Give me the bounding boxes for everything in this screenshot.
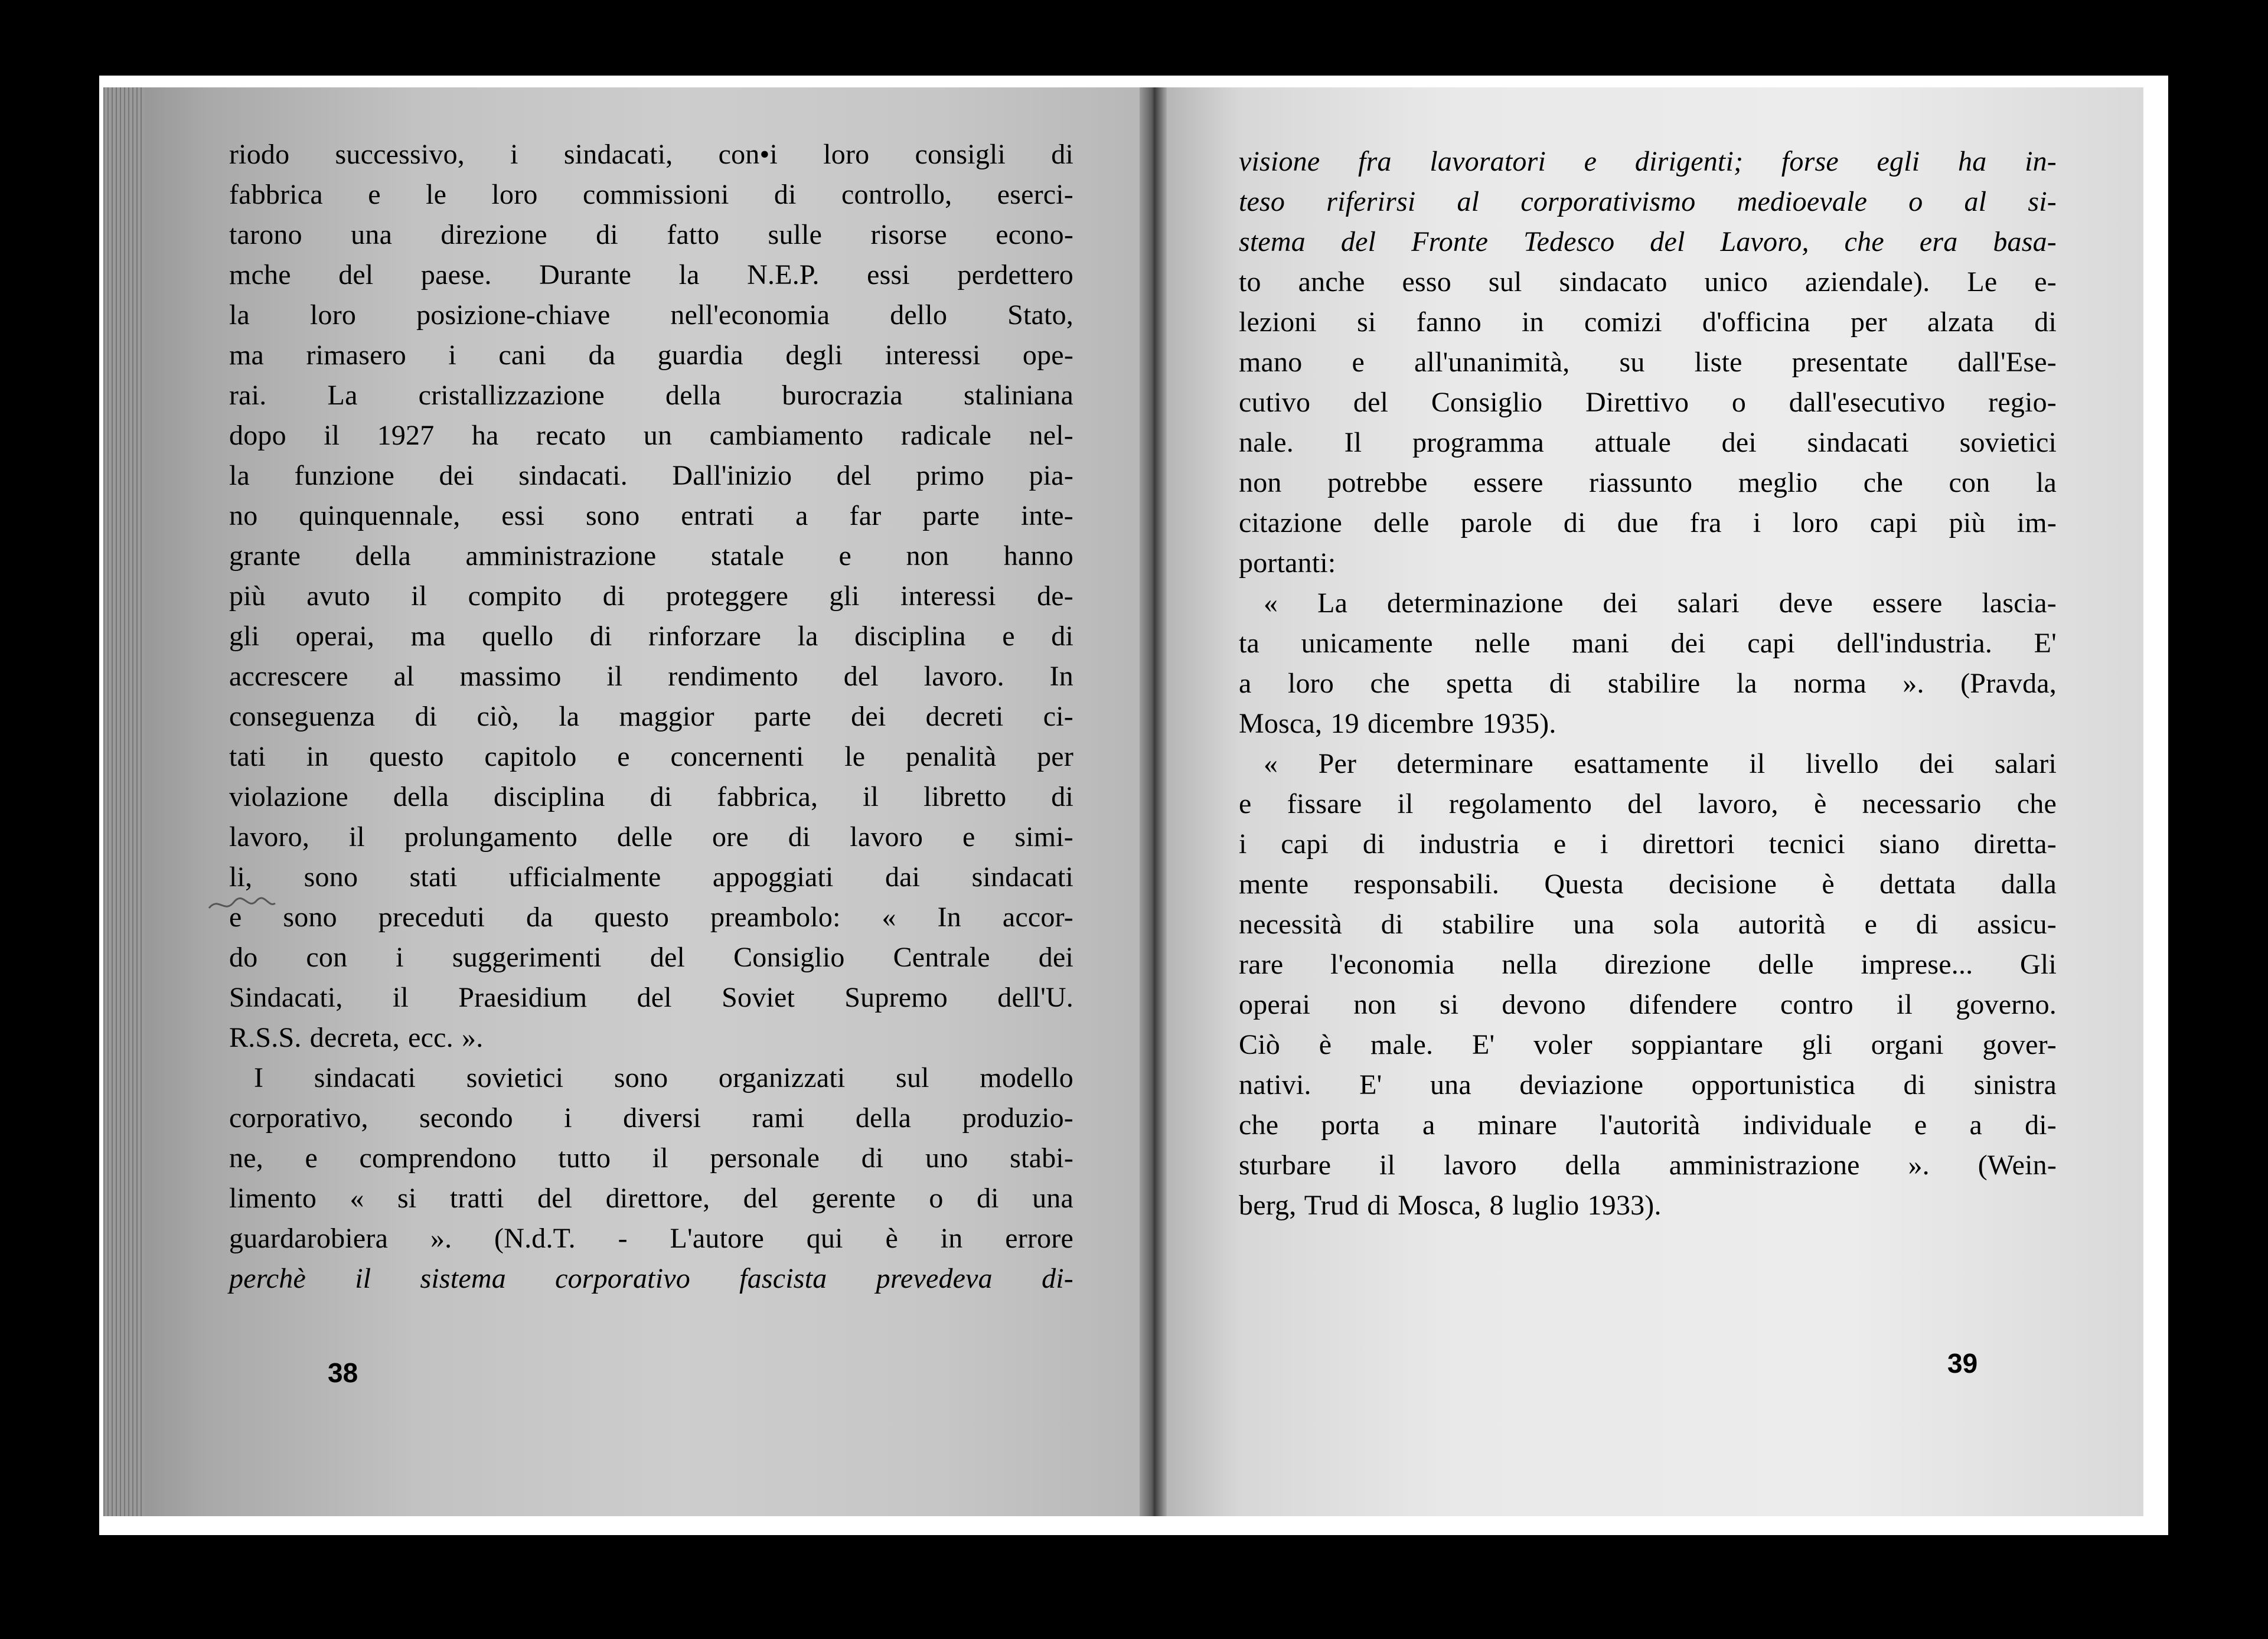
text-line: perchè il sistema corporativo fascista prevedeva di-: [229, 1263, 1073, 1294]
text-line: « La determinazione dei salari deve essere lascia-: [1264, 587, 2057, 619]
text-line: rare l'economia nella direzione delle imprese... Gli: [1239, 949, 2057, 980]
text-line: la funzione dei sindacati. Dall'inizio del primo pia-: [229, 460, 1073, 491]
text-line: e sono preceduti da questo preambolo: « In accor-: [229, 902, 1073, 933]
text-line: non potrebbe essere riassunto meglio che con la: [1239, 467, 2057, 498]
page-number: 39: [1947, 1348, 1978, 1379]
text-line: lavoro, il prolungamento delle ore di lavoro e simi-: [229, 821, 1073, 853]
text-line: no quinquennale, essi sono entrati a far parte inte-: [229, 500, 1073, 531]
text-line: tati in questo capitolo e concernenti le penalità per: [229, 741, 1073, 772]
text-line: to anche esso sul sindacato unico aziendale). Le e-: [1239, 266, 2057, 298]
text-line: R.S.S. decreta, ecc. ».: [229, 1022, 484, 1053]
text-line: visione fra lavoratori e dirigenti; forse egli ha in-: [1239, 146, 2057, 177]
text-line: ne, e comprendono tutto il personale di uno stabi-: [229, 1142, 1073, 1174]
text-line: i capi di industria e i direttori tecnici siano diretta-: [1239, 828, 2057, 860]
text-line: do con i suggerimenti del Consiglio Centrale dei: [229, 942, 1073, 973]
text-line: la loro posizione-chiave nell'economia dello Stato,: [229, 299, 1073, 331]
text-line: cutivo del Consiglio Direttivo o dall'esecutivo regio-: [1239, 387, 2057, 418]
text-line: guardarobiera ». (N.d.T. - L'autore qui è in errore: [229, 1223, 1073, 1254]
text-line: dopo il 1927 ha recato un cambiamento radicale nel-: [229, 420, 1073, 451]
text-line: e fissare il regolamento del lavoro, è necessario che: [1239, 788, 2057, 819]
text-line: portanti:: [1239, 547, 1336, 579]
text-line: accrescere al massimo il rendimento del lavoro. In: [229, 661, 1073, 692]
text-line: I sindacati sovietici sono organizzati sul modello: [254, 1062, 1073, 1093]
text-line: teso riferirsi al corporativismo medioevale o al si-: [1239, 186, 2057, 217]
text-line: sturbare il lavoro della amministrazione ». (Wein-: [1239, 1150, 2057, 1181]
left-page-text: [229, 135, 1073, 1299]
text-line: grante della amministrazione statale e non hanno: [229, 540, 1073, 572]
text-line: che porta a minare l'autorità individuale e a di-: [1239, 1109, 2057, 1141]
page-edges: [103, 87, 145, 1516]
right-page-text: [1239, 142, 2057, 1226]
text-line: più avuto il compito di proteggere gli interessi de-: [229, 580, 1073, 612]
text-line: violazione della disciplina di fabbrica, il libretto di: [229, 781, 1073, 812]
text-line: ta unicamente nelle mani dei capi dell'industria. E': [1239, 628, 2057, 659]
text-line: rai. La cristallizzazione della burocrazia staliniana: [229, 380, 1073, 411]
text-line: lezioni si fanno in comizi d'officina per alzata di: [1239, 306, 2057, 338]
text-line: li, sono stati ufficialmente appoggiati dai sindacati: [229, 861, 1073, 893]
text-line: fabbrica e le loro commissioni di controllo, eserci-: [229, 179, 1073, 210]
text-line: berg, Trud di Mosca, 8 luglio 1933).: [1239, 1190, 1662, 1221]
text-line: « Per determinare esattamente il livello dei salari: [1264, 748, 2057, 779]
text-line: gli operai, ma quello di rinforzare la disciplina e di: [229, 621, 1073, 652]
text-line: citazione delle parole di due fra i loro capi più im-: [1239, 507, 2057, 538]
text-line: riodo successivo, i sindacati, con•i loro consigli di: [229, 139, 1073, 170]
text-line: nativi. E' una deviazione opportunistica di sinistra: [1239, 1069, 2057, 1101]
text-line: necessità di stabilire una sola autorità e di assicu-: [1239, 909, 2057, 940]
text-line: Mosca, 19 dicembre 1935).: [1239, 708, 1556, 739]
text-line: corporativo, secondo i diversi rami della produzio-: [229, 1102, 1073, 1134]
text-line: a loro che spetta di stabilire la norma ». (Pravda,: [1239, 668, 2057, 699]
page-number: 38: [328, 1357, 358, 1388]
text-line: tarono una direzione di fatto sulle risorse econo-: [229, 219, 1073, 250]
text-line: stema del Fronte Tedesco del Lavoro, che era basa-: [1239, 226, 2057, 257]
text-line: mche del paese. Durante la N.E.P. essi perdettero: [229, 259, 1073, 290]
text-line: mente responsabili. Questa decisione è dettata dalla: [1239, 869, 2057, 900]
text-line: operai non si devono difendere contro il governo.: [1239, 989, 2057, 1020]
book-gutter: [1140, 87, 1167, 1516]
text-line: Ciò è male. E' voler soppiantare gli organi gover-: [1239, 1029, 2057, 1060]
text-line: limento « si tratti del direttore, del gerente o di una: [229, 1183, 1073, 1214]
text-line: conseguenza di ciò, la maggior parte dei decreti ci-: [229, 701, 1073, 732]
text-line: Sindacati, il Praesidium del Soviet Supremo dell'U.: [229, 982, 1073, 1013]
text-line: ma rimasero i cani da guardia degli interessi ope-: [229, 339, 1073, 371]
text-line: nale. Il programma attuale dei sindacati sovietici: [1239, 427, 2057, 458]
text-line: mano e all'unanimità, su liste presentate dall'Ese-: [1239, 347, 2057, 378]
